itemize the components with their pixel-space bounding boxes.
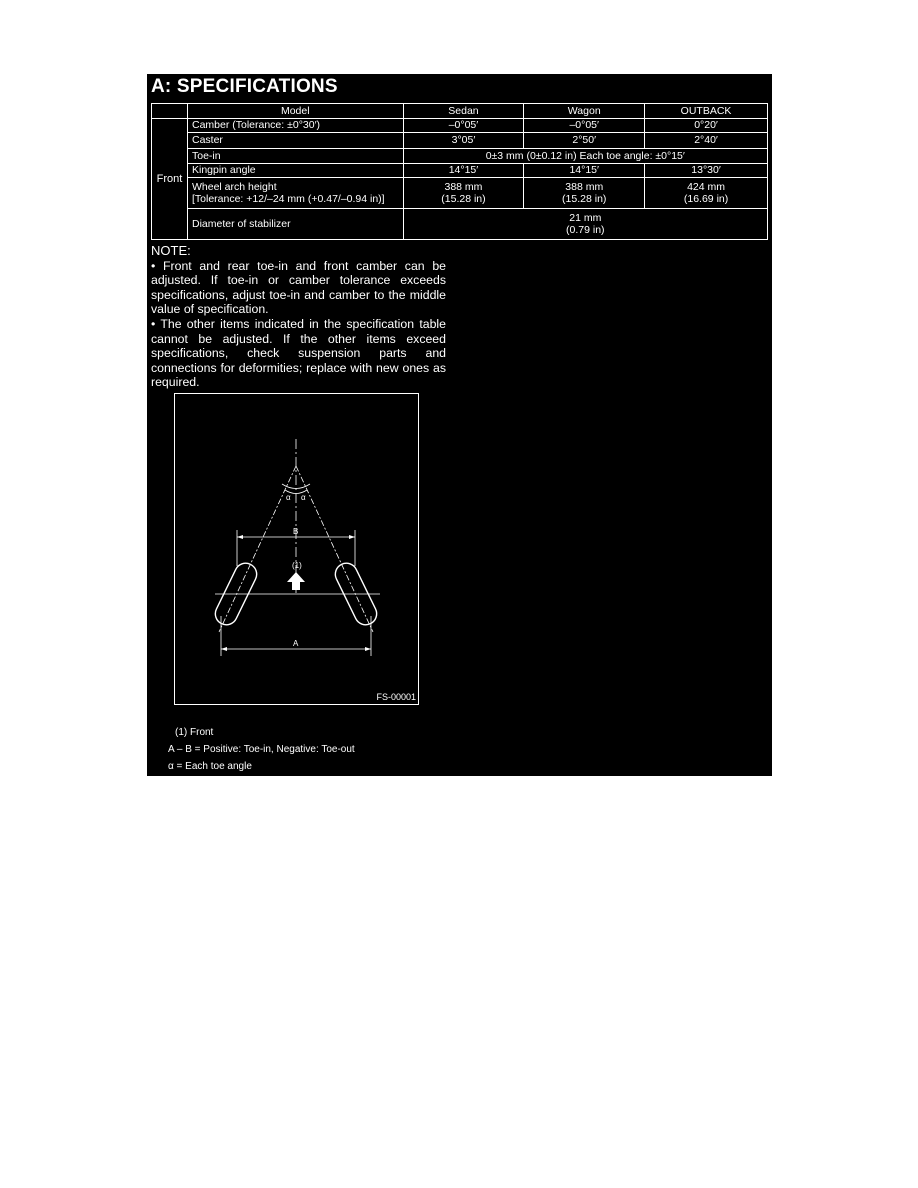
cell-line: (0.79 in) bbox=[566, 223, 605, 236]
front-group-label: Front bbox=[152, 118, 188, 239]
right-wheel-axis bbox=[296, 466, 373, 632]
row-item: Camber (Tolerance: ±0°30′) bbox=[187, 118, 403, 133]
label-front-number: (1) bbox=[292, 561, 302, 570]
cell-line: (15.28 in) bbox=[441, 192, 486, 205]
label-alpha-right: α bbox=[301, 493, 306, 502]
row-item-line: [Tolerance: +12/–24 mm (+0.47/–0.94 in)] bbox=[191, 192, 385, 205]
legend-item: A – B = Positive: Toe-in, Negative: Toe-out bbox=[168, 744, 355, 755]
front-arrow-icon bbox=[287, 572, 305, 590]
cell-wagon: 14°15′ bbox=[524, 164, 645, 177]
figure-legend bbox=[168, 724, 355, 775]
header-sedan: Sedan bbox=[403, 104, 524, 119]
section-title: A: SPECIFICATIONS bbox=[151, 76, 338, 97]
cell-sedan: 14°15′ bbox=[403, 164, 524, 177]
label-a: A bbox=[293, 639, 299, 648]
cell-line: 388 mm bbox=[565, 180, 604, 193]
cell-sedan: –0°05′ bbox=[403, 118, 524, 133]
cell-line: 388 mm bbox=[444, 180, 483, 193]
header-outback: OUTBACK bbox=[645, 104, 768, 119]
arrow-head bbox=[365, 647, 371, 651]
toe-in-diagram bbox=[174, 393, 419, 705]
note-block bbox=[151, 244, 446, 390]
row-item-line: Wheel arch height bbox=[191, 180, 277, 193]
cell-outback bbox=[645, 177, 768, 208]
table-header-row bbox=[152, 104, 768, 119]
specifications-panel bbox=[147, 74, 772, 776]
table-row-toe-in bbox=[152, 148, 768, 164]
cell-line: 21 mm bbox=[569, 211, 602, 224]
note-item: • Front and rear toe-in and front camber can be adjusted. If toe-in or camber tolerance exceeds specifications, adjust toe-in and camber to the middle value of specification. bbox=[151, 258, 446, 317]
table-row-stabilizer bbox=[152, 208, 768, 239]
cell-outback: 13°30′ bbox=[645, 164, 768, 177]
table-row-wheel-arch bbox=[152, 177, 768, 208]
arrow-head bbox=[349, 535, 355, 539]
header-empty-cell bbox=[152, 104, 188, 119]
note-heading: NOTE: bbox=[151, 243, 191, 258]
legend-item: (1) Front bbox=[175, 727, 214, 738]
cell-sedan bbox=[403, 177, 524, 208]
toe-in-diagram-drawing bbox=[175, 394, 420, 706]
row-item bbox=[187, 177, 403, 208]
row-item: Kingpin angle bbox=[187, 164, 403, 177]
cell-wagon: 2°50′ bbox=[524, 133, 645, 149]
label-alpha-left: α bbox=[286, 493, 291, 502]
figure-id: FS-00001 bbox=[376, 692, 416, 702]
cell-line: (15.28 in) bbox=[562, 192, 607, 205]
cell-outback: 2°40′ bbox=[645, 133, 768, 149]
cell-merged: 0±3 mm (0±0.12 in) Each toe angle: ±0°15′ bbox=[403, 148, 767, 164]
cell-wagon bbox=[524, 177, 645, 208]
arrow-head bbox=[237, 535, 243, 539]
cell-outback: 0°20′ bbox=[645, 118, 768, 133]
cell-sedan: 3°05′ bbox=[403, 133, 524, 149]
row-item: Caster bbox=[187, 133, 403, 149]
left-wheel-axis bbox=[219, 466, 299, 632]
cell-line: (16.69 in) bbox=[683, 192, 729, 205]
row-item: Toe-in bbox=[187, 148, 403, 164]
arrow-head bbox=[221, 647, 227, 651]
cell-merged bbox=[403, 208, 767, 239]
note-item: • The other items indicated in the specification table cannot be adjusted. If the other items exceed specifications, check suspension parts and connections for deformities; replace with new ones as required. bbox=[151, 316, 446, 390]
specifications-table bbox=[151, 103, 768, 240]
header-wagon: Wagon bbox=[524, 104, 645, 119]
cell-line: 424 mm bbox=[687, 180, 726, 193]
header-model: Model bbox=[187, 104, 403, 119]
legend-item: α = Each toe angle bbox=[168, 761, 252, 772]
cell-wagon: –0°05′ bbox=[524, 118, 645, 133]
row-item: Diameter of stabilizer bbox=[187, 208, 403, 239]
table-row-caster bbox=[152, 133, 768, 149]
table-row-kingpin bbox=[152, 164, 768, 177]
label-b: B bbox=[293, 527, 299, 536]
table-row-camber bbox=[152, 118, 768, 133]
